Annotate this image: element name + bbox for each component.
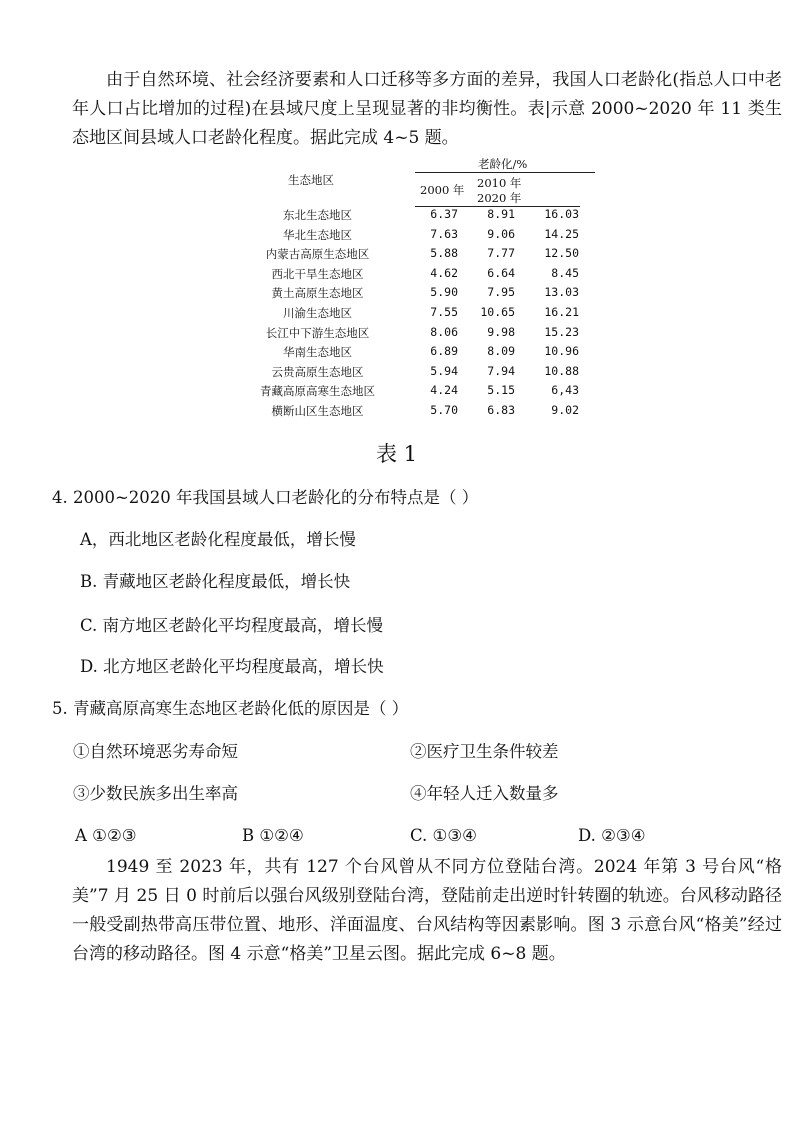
question-4-option-d[interactable]: D. 北方地区老龄化平均程度最高，增长快 [80, 657, 384, 676]
table-cell-v2020: 15.23 [544, 324, 579, 339]
question-5-option-c[interactable]: C. ①③④ [410, 826, 477, 845]
table-cell-v2000: 5.70 [430, 403, 458, 417]
question-5-statement-3: ③少数民族多出生率高 [73, 784, 238, 803]
table-cell-v2000: 6.89 [430, 344, 458, 359]
table-row [0, 285, 793, 305]
table-cell-region: 华北生态地区 [283, 227, 352, 242]
table-cell-region: 内蒙古高原生态地区 [265, 247, 370, 262]
table-col-2020: 2020 年 [477, 191, 522, 205]
table-cell-v2010: 9.98 [487, 324, 515, 339]
table-row [0, 246, 793, 266]
table-row [0, 364, 793, 384]
question-5-statement-4: ④年轻人迁入数量多 [410, 784, 559, 803]
table-col-2010: 2010 年 [477, 176, 522, 190]
question-5-option-a[interactable]: A ①②③ [75, 826, 137, 845]
table-col-2000: 2000 年 [420, 183, 465, 197]
table-cell-v2010: 6.83 [487, 403, 515, 417]
table-cell-region: 黄土高原生态地区 [271, 286, 364, 301]
table-cell-region: 川渝生态地区 [283, 306, 352, 320]
question-5-option-b[interactable]: B ①②④ [242, 826, 304, 845]
intro-paragraph-1 [72, 66, 782, 153]
table-row [0, 325, 793, 345]
question-5-statement-2: ②医疗卫生条件较差 [410, 742, 559, 761]
table-cell-v2000: 5.90 [430, 285, 458, 300]
table-cell-v2010: 7.77 [487, 246, 515, 261]
table-cell-v2000: 6.37 [430, 207, 458, 221]
question-4-stem: 4. 2000~2020 年我国县域人口老龄化的分布特点是（ ） [52, 488, 479, 507]
table-row [0, 403, 793, 423]
table-cell-v2020: 16.03 [544, 207, 579, 221]
table-cell-v2010: 7.95 [487, 285, 515, 300]
table-cell-v2020: 16.21 [544, 305, 579, 319]
table-cell-v2000: 8.06 [430, 324, 458, 339]
table-cell-v2020: 10.96 [544, 344, 579, 359]
table-cell-v2010: 9.06 [487, 226, 515, 241]
table-cell-region: 青藏高原高寒生态地区 [260, 384, 375, 399]
question-5-statement-1: ①自然环境恶劣寿命短 [73, 742, 238, 761]
table-cell-v2010: 7.94 [487, 363, 515, 378]
table-cell-v2000: 7.63 [430, 226, 458, 241]
table-col-region: 生态地区 [288, 173, 334, 187]
question-4-option-b[interactable]: B. 青藏地区老龄化程度最低，增长快 [80, 572, 351, 591]
question-4-option-a[interactable]: A，西北地区老龄化程度最低，增长慢 [80, 530, 356, 549]
table-cell-region: 云贵高原生态地区 [271, 364, 364, 379]
question-4-option-c[interactable]: C. 南方地区老龄化平均程度最高，增长慢 [80, 616, 384, 635]
table-cell-region: 西北干旱生态地区 [271, 266, 364, 281]
table-cell-v2010: 10.65 [480, 305, 515, 319]
table-group-header: 老龄化/% [478, 157, 528, 171]
table-cell-region: 长江中下游生态地区 [265, 325, 370, 340]
table-cell-v2020: 10.88 [544, 363, 579, 378]
intro-paragraph-2 [72, 853, 782, 969]
table-cell-v2020: 9.02 [551, 403, 579, 417]
table-cell-v2000: 7.55 [430, 305, 458, 319]
table-caption: 表 1 [375, 442, 418, 466]
table-cell-v2020: 14.25 [544, 226, 579, 241]
table-cell-v2000: 4.62 [430, 265, 458, 280]
table-cell-v2020: 8.45 [551, 265, 579, 280]
table-row [0, 305, 793, 325]
table-row [0, 266, 793, 286]
table-top-rule [415, 172, 595, 173]
question-5-stem: 5. 青藏高原高寒生态地区老龄化低的原因是（ ） [52, 699, 409, 718]
table-row [0, 207, 793, 227]
table-cell-region: 华南生态地区 [283, 345, 352, 360]
question-5-option-d[interactable]: D. ②③④ [578, 826, 646, 845]
intro-text-2: 1949 至 2023 年，共有 127 个台风曾从不同方位登陆台湾。2024 年第 3 号台风“格美”7 月 25 日 0 时前后以强台风级别登陆台湾，登陆前走出逆时针转圈的轨迹。台风移动路径一般受副热带高压带位置、地形、洋面温度、台风结构等因素影响。图 3 示意台风“格美”经过台湾的移动路径。图 4 示意“格美”卫星云图。据此完成 6~8 题。 [72, 857, 782, 964]
table-cell-region: 横断山区生态地区 [271, 404, 364, 418]
table-cell-v2020: 12.50 [544, 246, 579, 261]
table-cell-v2010: 5.15 [487, 383, 515, 398]
table-cell-v2000: 5.94 [430, 363, 458, 378]
table-cell-v2020: 13.03 [544, 285, 579, 300]
table-row [0, 227, 793, 247]
table-cell-v2000: 4.24 [430, 383, 458, 398]
table-cell-region: 东北生态地区 [283, 208, 352, 222]
table-cell-v2010: 8.91 [487, 207, 515, 221]
intro-text-1: 由于自然环境、社会经济要素和人口迁移等多方面的差异，我国人口老龄化(指总人口中老年人口占比增加的过程)在县域尺度上呈现显著的非均衡性。表|示意 2000~2020 年 11 类生态地区间县域人口老龄化程度。据此完成 4~5 题。 [72, 70, 782, 148]
table-cell-v2000: 5.88 [430, 246, 458, 261]
table-cell-v2010: 6.64 [487, 265, 515, 280]
table-row [0, 383, 793, 403]
table-cell-v2010: 8.09 [487, 344, 515, 359]
table-row [0, 344, 793, 364]
table-cell-v2020: 6,43 [551, 383, 579, 398]
